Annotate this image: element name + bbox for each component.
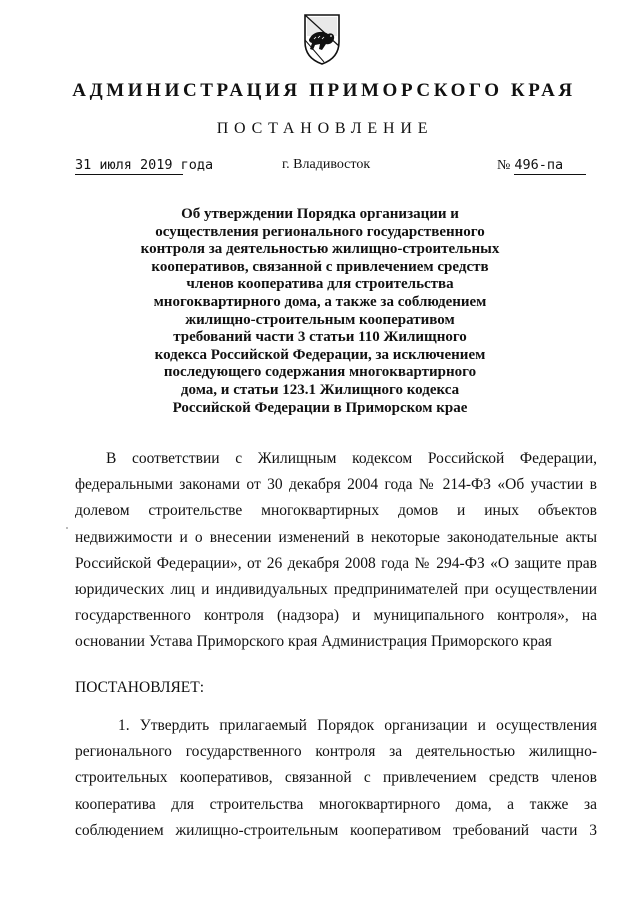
title-line: многоквартирного дома, а также за соблюдением bbox=[153, 293, 487, 310]
document-date: 31 июля 2019 года bbox=[75, 157, 214, 173]
number-prefix: № bbox=[497, 158, 511, 173]
organization-name: АДМИНИСТРАЦИЯ ПРИМОРСКОГО КРАЯ bbox=[72, 80, 576, 101]
item-1-line: соблюдением жилищно-строительным кооперативом требований части 3 bbox=[75, 821, 597, 839]
title-line: контроля за деятельностью жилищно-строительных bbox=[140, 241, 500, 258]
number-underline bbox=[514, 174, 586, 175]
preamble-line: юридических лиц и индивидуальных предпринимателей при осуществлении bbox=[75, 580, 597, 598]
date-underline bbox=[75, 174, 183, 175]
document-type: ПОСТАНОВЛЕНИЕ bbox=[216, 120, 434, 137]
document-number bbox=[497, 157, 563, 174]
title-line: Российской Федерации в Приморском крае bbox=[172, 399, 468, 416]
title-line: кооперативов, связанной с привлечением средств bbox=[151, 258, 489, 275]
preamble-line: федеральными законами от 30 декабря 2004 года № 214-ФЗ «Об участии в bbox=[75, 476, 597, 494]
item-1-line: строительных кооперативов, связанной с привлечением средств членов bbox=[75, 769, 597, 787]
preamble-line: государственного контроля (надзора) и муниципального контроля», на bbox=[75, 607, 597, 625]
item-1-line: регионального государственного контроля за деятельностью жилищно- bbox=[75, 743, 597, 761]
title-line: жилищно-строительным кооперативом bbox=[185, 311, 455, 328]
title-line: требований части 3 статьи 110 Жилищного bbox=[173, 329, 467, 346]
document-title bbox=[130, 206, 510, 417]
preamble-line: недвижимости и о внесении изменений в некоторые законодательные акты bbox=[75, 528, 597, 546]
title-line: членов кооператива для строительства bbox=[186, 276, 454, 293]
coat-of-arms-icon bbox=[300, 12, 344, 66]
number-value: 496-па bbox=[514, 157, 564, 173]
preamble-paragraph bbox=[75, 446, 597, 656]
item-1-line: кооператива для строительства многоквартирного дома, а также за bbox=[75, 795, 597, 813]
title-line: кодекса Российской Федерации, за исключением bbox=[154, 346, 486, 363]
title-line: дома, и статьи 123.1 Жилищного кодекса bbox=[180, 381, 460, 398]
decree-heading: ПОСТАНОВЛЯЕТ: bbox=[75, 679, 205, 696]
title-line: Об утверждении Порядка организации и bbox=[181, 206, 459, 222]
preamble-line: В соответствии с Жилищным кодексом Российской Федерации, bbox=[106, 450, 597, 467]
preamble-line: основании Устава Приморского края Администрация Приморского края bbox=[75, 633, 552, 651]
document-city: г. Владивосток bbox=[282, 157, 371, 172]
item-1-line: 1. Утвердить прилагаемый Порядок организации и осуществления bbox=[118, 717, 597, 734]
item-1-paragraph bbox=[75, 713, 597, 844]
title-line: последующего содержания многоквартирного bbox=[163, 364, 477, 381]
preamble-line: долевом строительстве многоквартирных домов и иных объектов bbox=[75, 502, 597, 520]
title-line: осуществления регионального государственного bbox=[155, 223, 485, 240]
preamble-line: Российской Федерации», от 26 декабря 2008 года № 294-ФЗ «О защите прав bbox=[75, 554, 597, 572]
scan-speck bbox=[66, 527, 68, 529]
